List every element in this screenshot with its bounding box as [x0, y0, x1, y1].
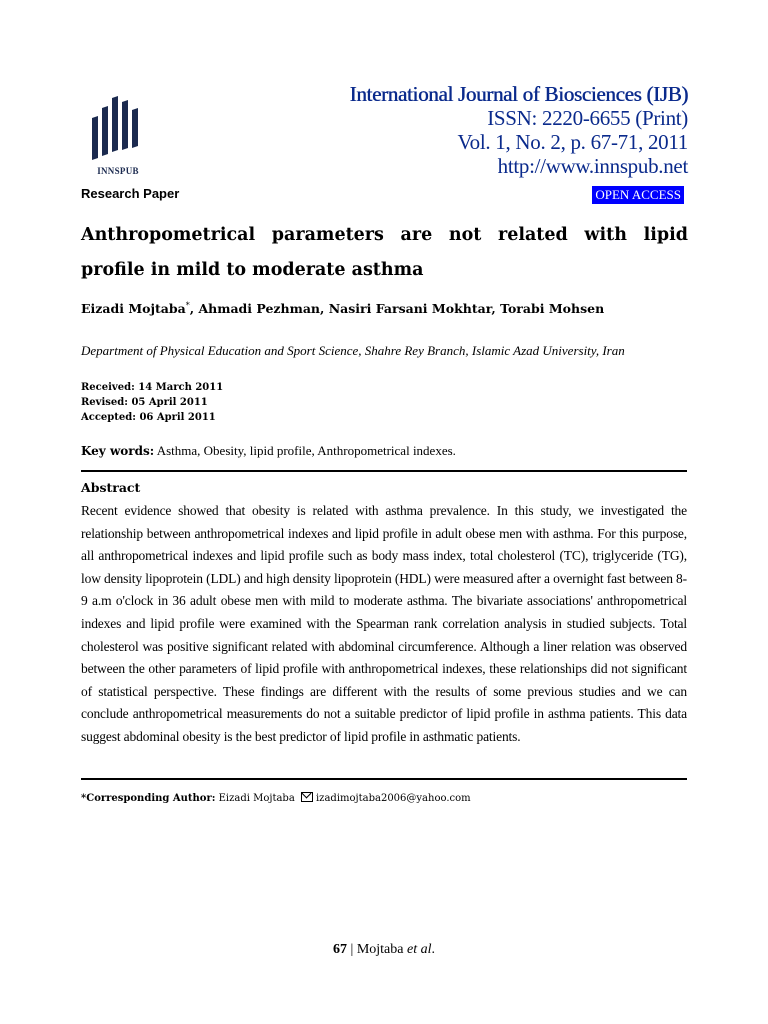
open-access-badge: OPEN ACCESS	[592, 186, 684, 204]
book-stack-icon	[86, 92, 150, 164]
keywords	[81, 443, 456, 459]
journal-issn: ISSN: 2220-6655 (Print)	[487, 106, 688, 130]
divider-bottom	[81, 778, 687, 780]
article-dates	[81, 380, 223, 425]
other-authors: , Ahmadi Pezhman, Nasiri Farsani Mokhtar, Torabi Mohsen	[189, 301, 605, 317]
publisher-logo	[86, 92, 150, 176]
divider-top	[81, 470, 687, 472]
footer-author: | Mojtaba	[347, 942, 407, 957]
keywords-value: Asthma, Obesity, lipid profile, Anthropometrical indexes.	[154, 443, 456, 458]
revised-date: Revised: 05 April 2011	[81, 397, 208, 408]
footer-etal: et al	[406, 942, 432, 957]
footer-period: .	[431, 942, 435, 957]
authors	[81, 301, 604, 316]
journal-volume: Vol. 1, No. 2, p. 67-71, 2011	[457, 130, 688, 154]
abstract-text: Recent evidence showed that obesity is related with asthma prevalence. In this study, we investigated the relationship between anthropometrical indexes and lipid profile in adult obese men with asthma. For this purpose, all anthropometrical indexes and lipid profile such as body mass index, total cholesterol (TC), triglyceride (TG), low density lipoprotein (LDL) and high density lipoprotein (HDL) were measured after a overnight fast between 8-9 a.m o'clock in 36 adult obese men with mild to moderate asthma. The bivariate associations' anthropometrical indexes and lipid profile were examined with the Spearman rank correlation analysis in studied subjects. Total cholesterol was positive significant related with abdominal circumference. Although a liner relation was observed between the other parameters of lipid profile with anthropometrical indexes, these relationships did not significant of statistical perspective. These findings are different with the results of some previous studies and we can conclude anthropometrical measurements do not a suitable predictor of lipid profile in asthma patients. This data suggest abdominal obesity is the best predictor of lipid profile in asthmatic patients.	[81, 503, 687, 744]
affiliation: Department of Physical Education and Sport Science, Shahre Rey Branch, Islamic Azad University, Iran	[81, 343, 625, 358]
accepted-date: Accepted: 06 April 2011	[81, 412, 216, 423]
page-number: 67	[333, 942, 348, 957]
envelope-icon	[301, 792, 313, 802]
journal-url[interactable]: http://www.innspub.net	[497, 154, 688, 178]
corresponding-author	[81, 792, 471, 804]
corresponding-email[interactable]: izadimojtaba2006@yahoo.com	[315, 793, 471, 804]
received-date: Received: 14 March 2011	[81, 382, 224, 393]
logo-text: INNSPUB	[97, 166, 139, 176]
paper-type: Research Paper	[81, 186, 180, 201]
corresponding-name: Eizadi Mojtaba	[215, 793, 298, 804]
page-footer	[0, 942, 768, 958]
article-title: Anthropometrical parameters are not related with lipid profile in mild to moderate asthma	[81, 225, 688, 280]
journal-title: International Journal of Biosciences (IJB)	[349, 82, 688, 106]
first-author: Eizadi Mojtaba	[81, 301, 186, 317]
keywords-label: Key words:	[81, 444, 155, 458]
journal-info	[350, 82, 688, 178]
corresponding-label: *Corresponding Author:	[81, 793, 216, 804]
corresponding-mark: *	[185, 301, 190, 310]
abstract-heading: Abstract	[81, 480, 141, 495]
